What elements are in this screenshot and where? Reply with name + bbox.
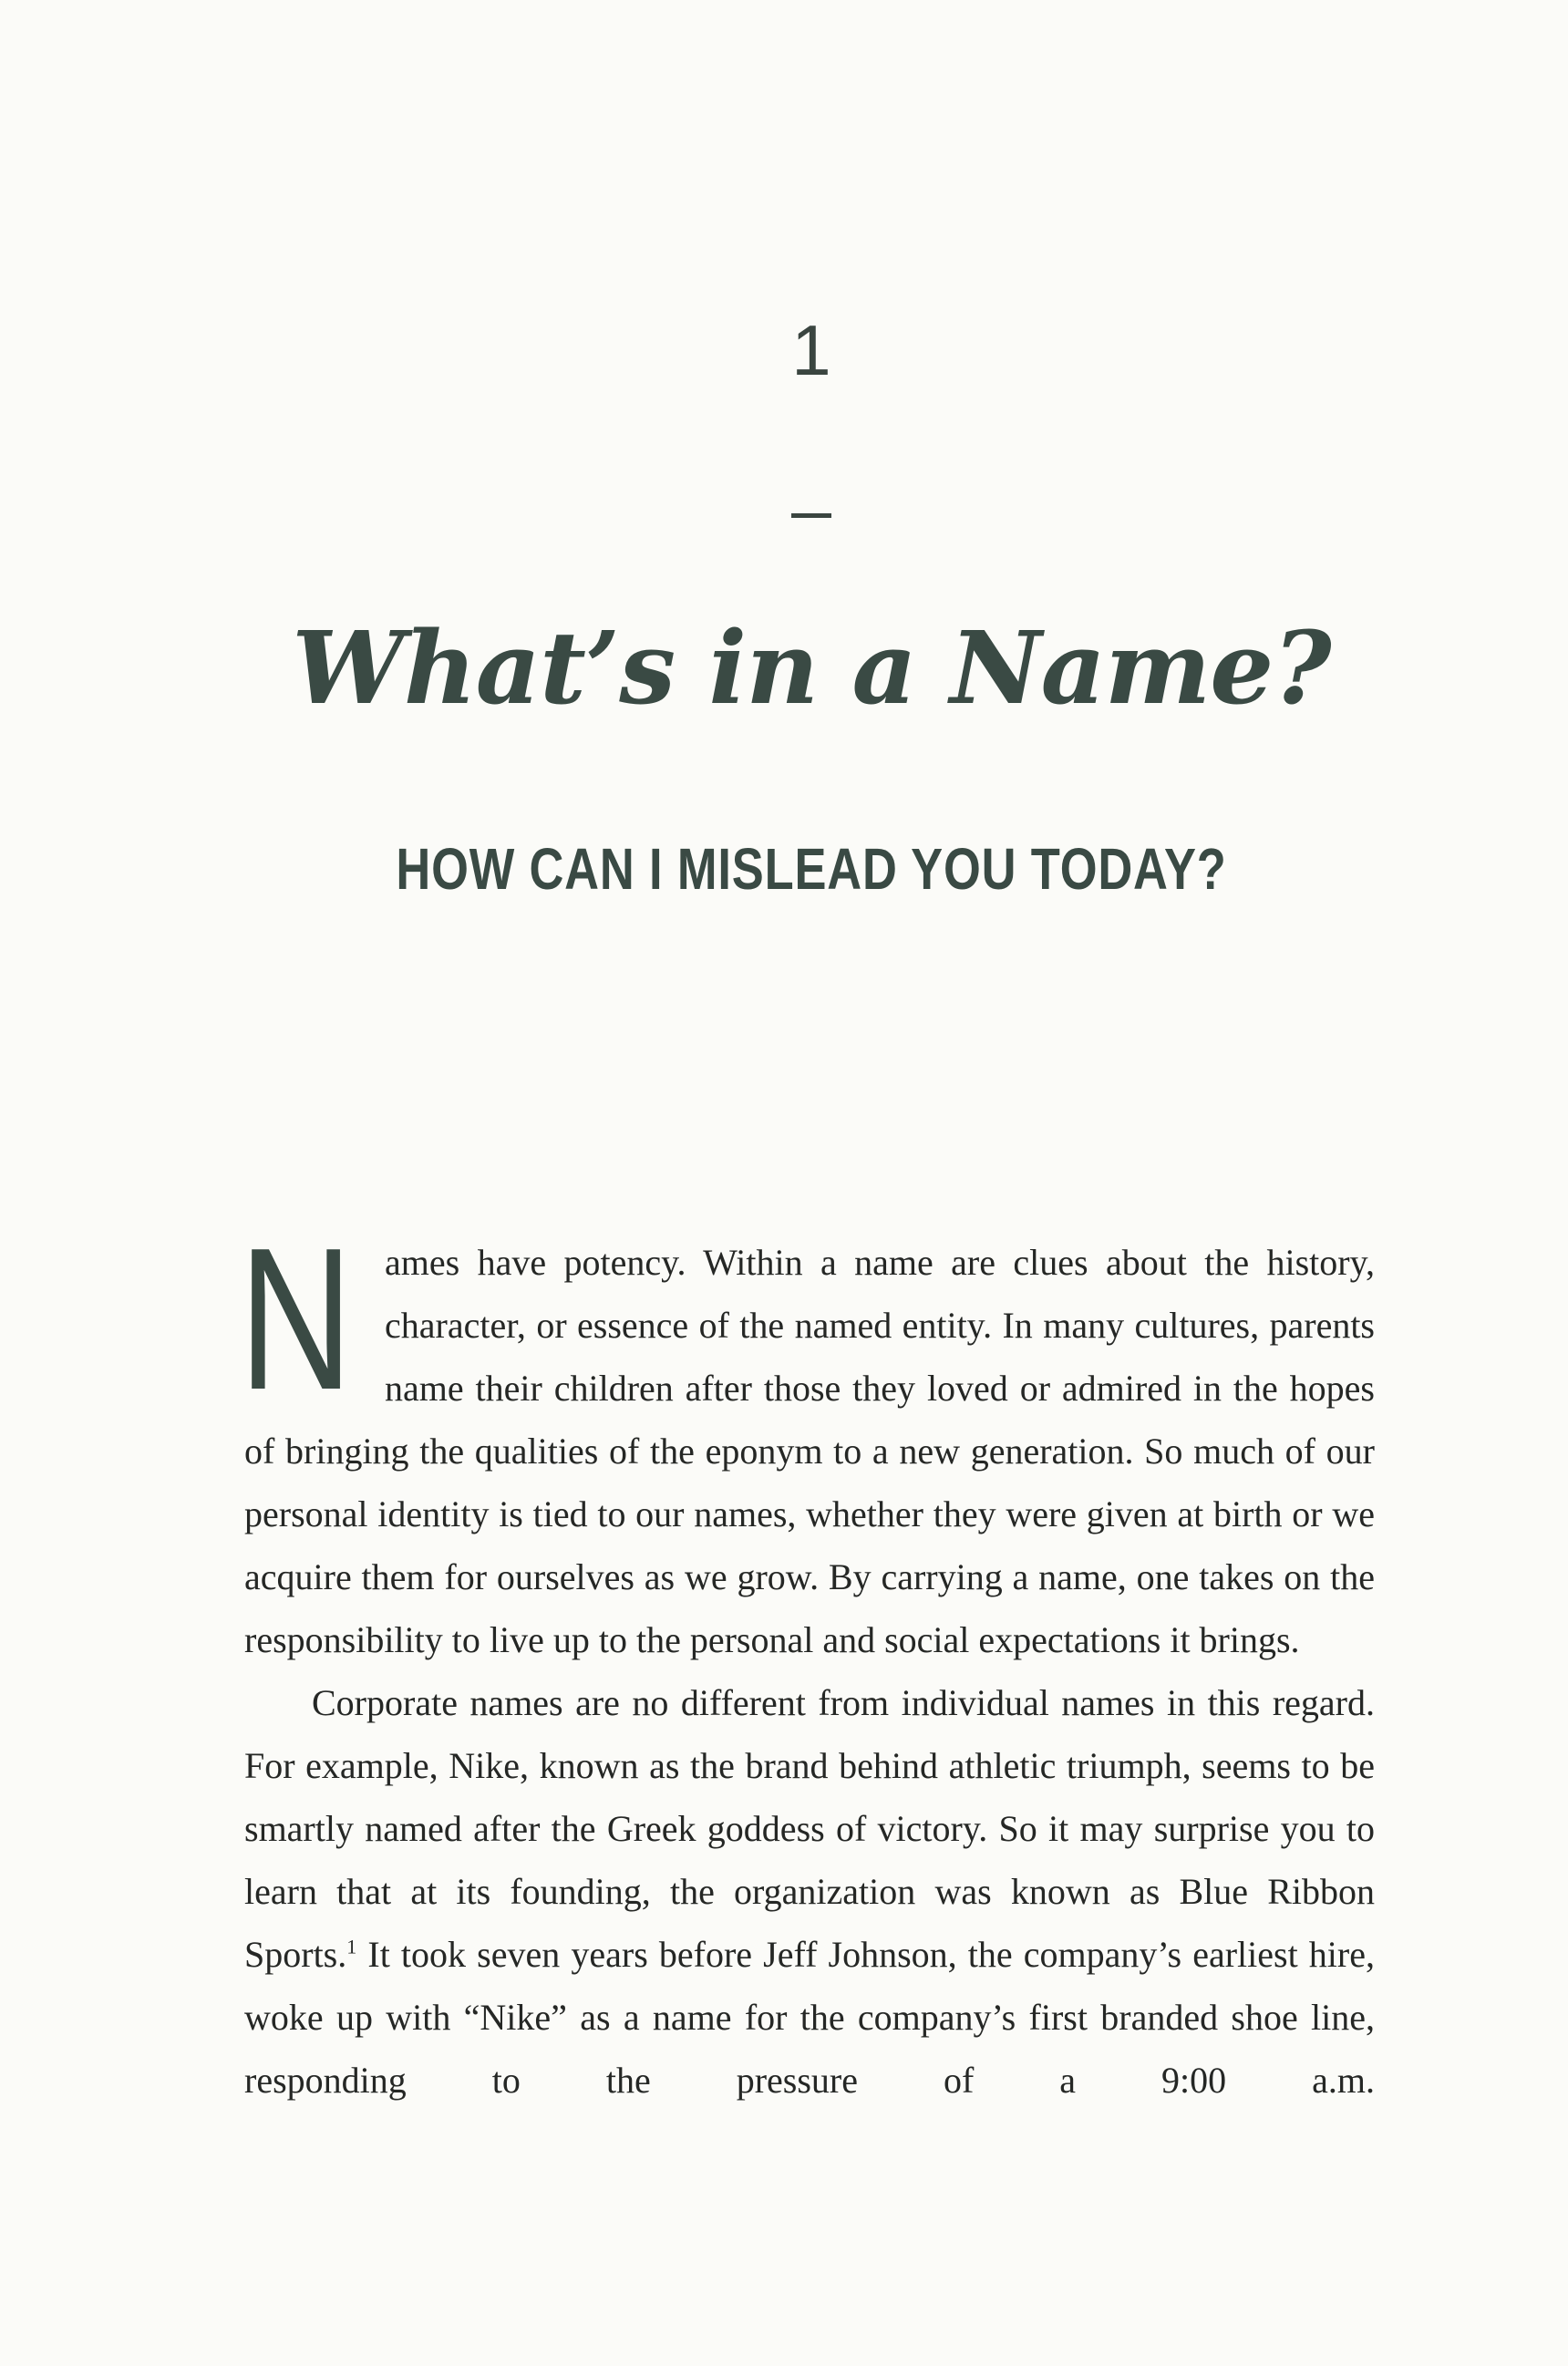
- body-text: [239, 1206, 1375, 2112]
- paragraph-2-text-end: It took seven years before Jeff Johnson, the company’s earliest hire, woke up with “Nike” as a name for the company’s first branded shoe line, responding to the pressure of a 9:00 a.m.: [244, 1934, 1375, 2101]
- paragraph-1: [239, 1206, 1375, 1671]
- chapter-number: 1: [791, 310, 831, 390]
- chapter-title: What’s in a Name?: [292, 609, 1331, 727]
- paragraph-2: [244, 1671, 1375, 2112]
- chapter-subtitle: HOW CAN I MISLEAD YOU TODAY?: [396, 836, 1227, 902]
- footnote-marker[interactable]: 1: [346, 1935, 357, 1958]
- chapter-divider: [791, 513, 831, 518]
- drop-cap: N: [239, 1206, 354, 1432]
- paragraph-1-text: ames have potency. Within a name are clues about the history, character, or essence of the named entity. In many cultures, parents name their children after those they loved or admired in the hopes of bringing the qualities of the eponym to a new generation. So much of our personal identity is tied to our names, whether they were given at birth or we acquire them for ourselves as we grow. By carrying a name, one takes on the responsibility to live up to the personal and social expectations it brings.: [244, 1242, 1375, 1660]
- paragraph-2-text-start: Corporate names are no different from individual names in this regard. For example, Nike, known as the brand behind athletic triumph, seems to be smartly named after the Greek goddess of victory. So it may surprise you to learn that at its founding, the organization was known as Blue Ribbon Sports.: [244, 1682, 1375, 1975]
